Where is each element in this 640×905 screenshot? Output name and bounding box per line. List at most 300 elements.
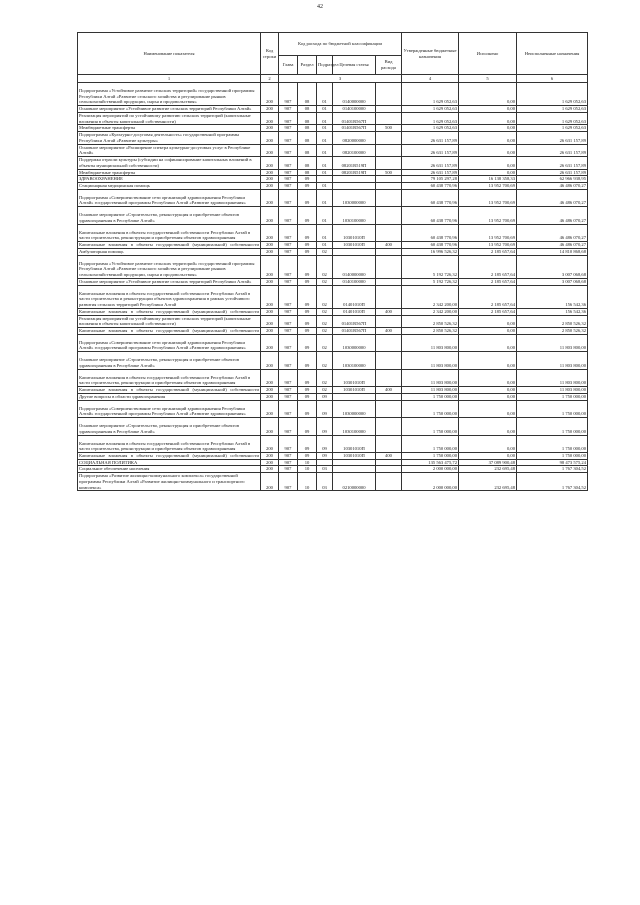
column-number: 5 bbox=[459, 75, 517, 83]
row-executed-amount: 2 185 657,64 bbox=[459, 278, 517, 285]
header-classification: Код расхода по бюджетной классификации bbox=[279, 33, 402, 56]
row-unexecuted-amount: 11 803 800,00 bbox=[517, 387, 588, 394]
row-chapter: 907 bbox=[279, 452, 298, 459]
row-unexecuted-amount: 46 486 070,27 bbox=[517, 207, 588, 224]
table-row bbox=[78, 207, 588, 224]
row-subsection: 01 bbox=[317, 189, 333, 206]
row-unexecuted-amount: 2 850 526,32 bbox=[517, 327, 588, 334]
table-row bbox=[78, 334, 588, 351]
row-expense-type bbox=[376, 248, 402, 255]
row-target-article bbox=[333, 176, 376, 183]
row-subsection: 01 bbox=[317, 132, 333, 144]
row-subsection: 02 bbox=[317, 315, 333, 327]
row-name: Капитальные вложения в объекты государственной (муниципальной) собственности bbox=[79, 452, 259, 458]
row-unexecuted-amount: 62 966 938,95 bbox=[517, 176, 588, 183]
row-unexecuted-amount: 156 542,36 bbox=[517, 308, 588, 315]
row-unexecuted-amount: 1 629 052,63 bbox=[517, 112, 588, 124]
row-target-article bbox=[333, 466, 376, 473]
row-code: 200 bbox=[261, 132, 279, 144]
row-executed-amount: 0,00 bbox=[459, 125, 517, 132]
row-name: Реализация мероприятий по устойчивому развитию сельских территорий (капитальные вложения в объекты капитальной собственности) bbox=[78, 315, 261, 327]
table-row bbox=[78, 176, 588, 183]
budget-execution-table bbox=[77, 32, 588, 491]
row-executed-amount: 0,00 bbox=[459, 106, 517, 113]
row-unexecuted-amount: 1 629 052,63 bbox=[517, 83, 588, 106]
row-target-article: 10301010П bbox=[333, 435, 376, 452]
row-section: 09 bbox=[298, 242, 317, 249]
row-approved-amount: 1 750 000,00 bbox=[402, 435, 459, 452]
row-section: 09 bbox=[298, 308, 317, 315]
row-chapter: 907 bbox=[279, 387, 298, 394]
row-expense-type bbox=[376, 132, 402, 144]
row-approved-amount: 11 803 800,00 bbox=[402, 334, 459, 351]
row-subsection: 01 bbox=[317, 183, 333, 190]
row-executed-amount: 232 695,48 bbox=[459, 473, 517, 491]
row-expense-type bbox=[376, 352, 402, 369]
row-chapter: 907 bbox=[279, 224, 298, 241]
row-name: Подпрограмма «Совершенствование сети организаций здравоохранения Республики Алтай» государственной программы Республики Алтай «Развитие здравоохранения» bbox=[78, 334, 261, 351]
row-approved-amount: 1 750 000,00 bbox=[402, 400, 459, 417]
row-subsection: 02 bbox=[317, 327, 333, 334]
row-code: 200 bbox=[261, 315, 279, 327]
row-approved-amount: 26 631 157,89 bbox=[402, 157, 459, 169]
row-approved-amount: 11 803 800,00 bbox=[402, 369, 459, 386]
row-executed-amount: 0,00 bbox=[459, 327, 517, 334]
row-approved-amount: 60 438 770,96 bbox=[402, 207, 459, 224]
row-target-article: 10301010П bbox=[333, 224, 376, 241]
row-approved-amount: 2 850 526,32 bbox=[402, 327, 459, 334]
table-row bbox=[78, 112, 588, 124]
row-executed-amount: 2 185 657,64 bbox=[459, 255, 517, 278]
row-name: Основное мероприятие «Строительство, реконструкция и приобретение объектов здравоохранения в Республике Алтай» bbox=[78, 418, 261, 435]
row-chapter: 907 bbox=[279, 176, 298, 183]
row-subsection: 03 bbox=[317, 473, 333, 491]
row-name: Капитальные вложения в объекты государственной собственности Республики Алтай в части строительства и реконструкции объектов здравоохранения в рамках устойчивого развития сельских территорий Республики Алтай bbox=[78, 285, 261, 308]
row-executed-amount: 2 185 657,64 bbox=[459, 285, 517, 308]
header-unexecuted: Неисполненные назначения bbox=[517, 33, 588, 75]
table-row bbox=[78, 144, 588, 156]
row-expense-type bbox=[376, 278, 402, 285]
row-subsection: 02 bbox=[317, 285, 333, 308]
header-approved: Утвержденные бюджетные назначения bbox=[402, 33, 459, 75]
table-row bbox=[78, 83, 588, 106]
row-section: 10 bbox=[298, 466, 317, 473]
row-code: 200 bbox=[261, 83, 279, 106]
table-row bbox=[78, 400, 588, 417]
row-expense-type bbox=[376, 435, 402, 452]
row-code: 200 bbox=[261, 334, 279, 351]
table-row bbox=[78, 352, 588, 369]
row-subsection: 09 bbox=[317, 418, 333, 435]
row-expense-type bbox=[376, 255, 402, 278]
row-section: 09 bbox=[298, 285, 317, 308]
row-section: 08 bbox=[298, 125, 317, 132]
row-target-article: 01401010П bbox=[333, 285, 376, 308]
row-approved-amount: 60 438 770,96 bbox=[402, 242, 459, 249]
row-approved-amount: 11 803 800,00 bbox=[402, 352, 459, 369]
row-code: 200 bbox=[261, 255, 279, 278]
row-subsection: 02 bbox=[317, 387, 333, 394]
row-subsection: 02 bbox=[317, 308, 333, 315]
row-executed-amount: 2 185 657,64 bbox=[459, 308, 517, 315]
row-code: 200 bbox=[261, 207, 279, 224]
row-expense-type bbox=[376, 183, 402, 190]
row-section: 09 bbox=[298, 248, 317, 255]
row-code: 200 bbox=[261, 400, 279, 417]
table-row bbox=[78, 183, 588, 190]
row-approved-amount: 26 631 157,89 bbox=[402, 169, 459, 176]
row-approved-amount: 60 438 770,96 bbox=[402, 183, 459, 190]
row-chapter: 907 bbox=[279, 435, 298, 452]
row-unexecuted-amount: 11 803 800,00 bbox=[517, 334, 588, 351]
row-unexecuted-amount: 26 631 157,89 bbox=[517, 157, 588, 169]
row-section: 09 bbox=[298, 369, 317, 386]
row-chapter: 907 bbox=[279, 334, 298, 351]
row-expense-type bbox=[376, 473, 402, 491]
row-subsection: 01 bbox=[317, 207, 333, 224]
row-unexecuted-amount: 46 486 070,27 bbox=[517, 189, 588, 206]
table-row bbox=[78, 242, 588, 249]
row-chapter: 907 bbox=[279, 418, 298, 435]
row-subsection: 01 bbox=[317, 83, 333, 106]
row-subsection: 02 bbox=[317, 248, 333, 255]
table-row bbox=[78, 189, 588, 206]
row-chapter: 907 bbox=[279, 183, 298, 190]
row-name: Капитальные вложения в объекты государственной (муниципальной) собственности bbox=[79, 387, 259, 393]
row-approved-amount: 1 750 000,00 bbox=[402, 393, 459, 400]
row-unexecuted-amount: 26 631 157,89 bbox=[517, 132, 588, 144]
row-expense-type bbox=[376, 144, 402, 156]
table-row bbox=[78, 418, 588, 435]
row-subsection: 01 bbox=[317, 157, 333, 169]
row-target-article: 0140100000 bbox=[333, 106, 376, 113]
row-section: 08 bbox=[298, 106, 317, 113]
row-section: 09 bbox=[298, 393, 317, 400]
row-unexecuted-amount: 26 631 157,89 bbox=[517, 144, 588, 156]
row-unexecuted-amount: 3 007 068,68 bbox=[517, 255, 588, 278]
row-name: Капитальные вложения в объекты государственной (муниципальной) собственности bbox=[79, 327, 259, 333]
row-code: 200 bbox=[261, 144, 279, 156]
row-expense-type bbox=[376, 285, 402, 308]
row-name: Амбулаторная помощь bbox=[78, 248, 261, 255]
row-approved-amount: 11 803 800,00 bbox=[402, 387, 459, 394]
row-name: СОЦИАЛЬНАЯ ПОЛИТИКА bbox=[78, 459, 261, 466]
row-chapter: 907 bbox=[279, 132, 298, 144]
row-target-article: 01401R567П bbox=[333, 315, 376, 327]
row-name: Капитальные вложения в объекты государственной (муниципальной) собственности bbox=[79, 308, 259, 314]
row-code: 200 bbox=[261, 176, 279, 183]
table-row bbox=[78, 452, 588, 459]
row-approved-amount: 1 629 052,63 bbox=[402, 106, 459, 113]
row-code: 200 bbox=[261, 169, 279, 176]
row-name: Капитальные вложения в объекты государственной собственности Республики Алтай в части строительства, реконструкции и приобретения объектов здравоохранения bbox=[78, 224, 261, 241]
row-target-article: 08201R519П bbox=[333, 157, 376, 169]
row-section: 08 bbox=[298, 83, 317, 106]
row-subsection: 09 bbox=[317, 452, 333, 459]
row-unexecuted-amount: 1 767 304,52 bbox=[517, 466, 588, 473]
header-chapter: Глава bbox=[279, 56, 298, 75]
row-executed-amount: 0,00 bbox=[459, 169, 517, 176]
row-code: 200 bbox=[261, 157, 279, 169]
table-row bbox=[78, 308, 588, 315]
row-unexecuted-amount: 26 631 157,89 bbox=[517, 169, 588, 176]
row-code: 200 bbox=[261, 278, 279, 285]
row-name: Основное мероприятие «Устойчивое развитие сельских территорий Республики Алтай» bbox=[78, 106, 261, 113]
row-code: 200 bbox=[261, 473, 279, 491]
row-unexecuted-amount: 1 750 000,00 bbox=[517, 400, 588, 417]
row-section: 09 bbox=[298, 189, 317, 206]
row-target-article: 10301010П bbox=[333, 387, 376, 394]
row-code: 200 bbox=[261, 387, 279, 394]
row-target-article: 01401R567П bbox=[333, 125, 376, 132]
row-target-article: 1030000000 bbox=[333, 189, 376, 206]
row-expense-type bbox=[376, 157, 402, 169]
row-name: Основное мероприятие «Устойчивое развитие сельских территорий Республики Алтай» bbox=[78, 278, 261, 285]
row-approved-amount: 135 563 475,72 bbox=[402, 459, 459, 466]
row-expense-type bbox=[376, 459, 402, 466]
row-approved-amount: 1 629 052,63 bbox=[402, 125, 459, 132]
row-executed-amount: 0,00 bbox=[459, 334, 517, 351]
row-chapter: 907 bbox=[279, 308, 298, 315]
row-target-article: 0140000000 bbox=[333, 83, 376, 106]
row-target-article: 10301010П bbox=[333, 452, 376, 459]
row-section: 09 bbox=[298, 176, 317, 183]
row-expense-type bbox=[376, 400, 402, 417]
row-chapter: 907 bbox=[279, 207, 298, 224]
row-name: Подпрограмма «Устойчивое развитие сельских территорий» государственной программы Республики Алтай «Развитие сельского хозяйства и регулирование рынков сельскохозяйственной продукции, сырья и продовольствия» bbox=[78, 255, 261, 278]
row-target-article: 01401010П bbox=[333, 308, 376, 315]
row-name: Капитальные вложения в объекты государственной собственности Республики Алтай в части строительства, реконструкции и приобретения объектов здравоохранения bbox=[78, 369, 261, 386]
row-unexecuted-amount: 1 750 000,00 bbox=[517, 418, 588, 435]
column-number: 6 bbox=[517, 75, 588, 83]
row-section: 09 bbox=[298, 400, 317, 417]
table-row bbox=[78, 132, 588, 144]
row-name: Капитальные вложения в объекты государственной собственности Республики Алтай в части строительства, реконструкции и приобретения объектов здравоохранения bbox=[78, 435, 261, 452]
row-subsection: 01 bbox=[317, 112, 333, 124]
row-subsection: 01 bbox=[317, 106, 333, 113]
row-target-article: 0210000000 bbox=[333, 473, 376, 491]
table-row bbox=[78, 255, 588, 278]
row-name: Реализация мероприятий по устойчивому развитию сельских территорий (капитальные вложения в объекты капитальной собственности) bbox=[78, 112, 261, 124]
row-section: 08 bbox=[298, 169, 317, 176]
row-chapter: 907 bbox=[279, 466, 298, 473]
row-code: 200 bbox=[261, 393, 279, 400]
row-section: 09 bbox=[298, 207, 317, 224]
table-row bbox=[78, 327, 588, 334]
row-unexecuted-amount: 1 629 052,63 bbox=[517, 106, 588, 113]
row-subsection bbox=[317, 176, 333, 183]
row-expense-type bbox=[376, 176, 402, 183]
row-subsection: 03 bbox=[317, 466, 333, 473]
row-chapter: 907 bbox=[279, 125, 298, 132]
row-subsection: 02 bbox=[317, 369, 333, 386]
row-unexecuted-amount: 1 750 000,00 bbox=[517, 393, 588, 400]
row-section: 09 bbox=[298, 435, 317, 452]
row-unexecuted-amount: 14 810 868,68 bbox=[517, 248, 588, 255]
row-approved-amount: 1 629 052,63 bbox=[402, 112, 459, 124]
row-section: 09 bbox=[298, 452, 317, 459]
row-section: 08 bbox=[298, 144, 317, 156]
row-code: 200 bbox=[261, 308, 279, 315]
row-subsection: 09 bbox=[317, 400, 333, 417]
row-target-article bbox=[333, 393, 376, 400]
table-row bbox=[78, 125, 588, 132]
column-number: 3 bbox=[279, 75, 402, 83]
row-approved-amount: 2 850 526,32 bbox=[402, 315, 459, 327]
row-expense-type bbox=[376, 393, 402, 400]
row-code: 200 bbox=[261, 224, 279, 241]
row-section: 09 bbox=[298, 278, 317, 285]
row-chapter: 907 bbox=[279, 157, 298, 169]
row-chapter: 907 bbox=[279, 459, 298, 466]
row-approved-amount: 5 192 726,32 bbox=[402, 255, 459, 278]
row-executed-amount: 16 138 358,33 bbox=[459, 176, 517, 183]
row-expense-type bbox=[376, 106, 402, 113]
row-expense-type bbox=[376, 418, 402, 435]
page-number: 42 bbox=[317, 4, 323, 10]
row-expense-type: 400 bbox=[376, 308, 402, 315]
row-chapter: 907 bbox=[279, 473, 298, 491]
row-expense-type: 400 bbox=[376, 242, 402, 249]
row-chapter: 907 bbox=[279, 369, 298, 386]
row-executed-amount: 0,00 bbox=[459, 418, 517, 435]
row-subsection: 01 bbox=[317, 224, 333, 241]
row-target-article: 01401R567П bbox=[333, 327, 376, 334]
row-target-article: 1030100000 bbox=[333, 207, 376, 224]
row-name: ЗДРАВООХРАНЕНИЕ bbox=[78, 176, 261, 183]
row-chapter: 907 bbox=[279, 255, 298, 278]
column-number: 4 bbox=[402, 75, 459, 83]
row-approved-amount: 1 750 000,00 bbox=[402, 452, 459, 459]
row-unexecuted-amount: 1 767 304,52 bbox=[517, 473, 588, 491]
header-subsection: Подраздел bbox=[317, 56, 333, 75]
row-expense-type: 400 bbox=[376, 387, 402, 394]
row-expense-type bbox=[376, 83, 402, 106]
row-executed-amount: 13 952 700,69 bbox=[459, 224, 517, 241]
row-chapter: 907 bbox=[279, 112, 298, 124]
header-code: Код строки bbox=[261, 33, 279, 75]
row-section: 09 bbox=[298, 327, 317, 334]
row-name: Другие вопросы в области здравоохранения bbox=[78, 393, 261, 400]
row-chapter: 907 bbox=[279, 285, 298, 308]
row-chapter: 907 bbox=[279, 189, 298, 206]
row-target-article: 08201R519П bbox=[333, 169, 376, 176]
row-code: 200 bbox=[261, 285, 279, 308]
row-target-article bbox=[333, 248, 376, 255]
row-target-article bbox=[333, 183, 376, 190]
row-name: Основное мероприятие «Строительство, реконструкция и приобретение объектов здравоохранения в Республике Алтай» bbox=[78, 352, 261, 369]
row-name: Поддержка отрасли культуры (субсидии на софинансирование капитальных вложений в объекты муниципальной собственности) bbox=[78, 157, 261, 169]
row-expense-type bbox=[376, 112, 402, 124]
row-chapter: 907 bbox=[279, 242, 298, 249]
table-row bbox=[78, 387, 588, 394]
row-executed-amount: 0,00 bbox=[459, 400, 517, 417]
row-code: 200 bbox=[261, 452, 279, 459]
row-target-article: 1030000000 bbox=[333, 334, 376, 351]
row-target-article: 0140000000 bbox=[333, 255, 376, 278]
row-section: 10 bbox=[298, 459, 317, 466]
row-section: 09 bbox=[298, 255, 317, 278]
row-code: 200 bbox=[261, 369, 279, 386]
row-approved-amount: 2 342 200,00 bbox=[402, 285, 459, 308]
row-chapter: 907 bbox=[279, 106, 298, 113]
row-code: 200 bbox=[261, 183, 279, 190]
row-unexecuted-amount: 1 750 000,00 bbox=[517, 435, 588, 452]
table-row bbox=[78, 278, 588, 285]
row-target-article: 0140100000 bbox=[333, 278, 376, 285]
header-target: Целевая статья bbox=[333, 56, 376, 75]
row-approved-amount: 60 438 770,96 bbox=[402, 189, 459, 206]
row-chapter: 907 bbox=[279, 327, 298, 334]
row-executed-amount: 0,00 bbox=[459, 112, 517, 124]
row-name: Подпрограмма «Совершенствование сети организаций здравоохранения Республики Алтай» государственной программы Республики Алтай «Развитие здравоохранения» bbox=[78, 189, 261, 206]
row-target-article: 1030000000 bbox=[333, 400, 376, 417]
row-name: Подпрограмма «Устойчивое развитие сельских территорий» государственной программы Республики Алтай «Развитие сельского хозяйства и регулирование рынков сельскохозяйственной продукции, сырья и продовольствия» bbox=[78, 83, 261, 106]
row-executed-amount: 0,00 bbox=[459, 387, 517, 394]
row-name: Капитальные вложения в объекты государственной (муниципальной) собственности bbox=[79, 242, 259, 248]
row-code: 200 bbox=[261, 106, 279, 113]
row-approved-amount: 5 192 726,32 bbox=[402, 278, 459, 285]
row-executed-amount: 13 952 700,69 bbox=[459, 207, 517, 224]
row-executed-amount: 13 952 700,69 bbox=[459, 183, 517, 190]
row-expense-type bbox=[376, 224, 402, 241]
row-executed-amount: 0,00 bbox=[459, 144, 517, 156]
row-executed-amount: 0,00 bbox=[459, 369, 517, 386]
row-section: 08 bbox=[298, 132, 317, 144]
row-executed-amount: 2 185 657,64 bbox=[459, 248, 517, 255]
row-executed-amount: 0,00 bbox=[459, 132, 517, 144]
row-section: 09 bbox=[298, 315, 317, 327]
row-executed-amount: 0,00 bbox=[459, 452, 517, 459]
table-row bbox=[78, 248, 588, 255]
table-row bbox=[78, 435, 588, 452]
row-code: 200 bbox=[261, 189, 279, 206]
row-name: Социальное обеспечение населения bbox=[78, 466, 261, 473]
row-name: Подпрограмма «Культурно-досуговая деятельность» государственной программы Республики Алтай «Развитие культуры» bbox=[78, 132, 261, 144]
row-expense-type: 500 bbox=[376, 125, 402, 132]
row-expense-type bbox=[376, 207, 402, 224]
row-executed-amount: 0,00 bbox=[459, 435, 517, 452]
row-section: 10 bbox=[298, 473, 317, 491]
row-subsection: 01 bbox=[317, 144, 333, 156]
row-unexecuted-amount: 11 803 800,00 bbox=[517, 369, 588, 386]
table-row bbox=[78, 106, 588, 113]
header-type: Вид расхода bbox=[376, 56, 402, 75]
table-row bbox=[78, 369, 588, 386]
row-executed-amount: 37 089 900,48 bbox=[459, 459, 517, 466]
row-approved-amount: 16 996 526,32 bbox=[402, 248, 459, 255]
row-approved-amount: 1 629 052,63 bbox=[402, 83, 459, 106]
row-section: 09 bbox=[298, 418, 317, 435]
row-unexecuted-amount: 46 486 070,27 bbox=[517, 183, 588, 190]
row-section: 09 bbox=[298, 352, 317, 369]
row-unexecuted-amount: 98 473 575,24 bbox=[517, 459, 588, 466]
row-subsection: 01 bbox=[317, 169, 333, 176]
row-target-article: 10301010П bbox=[333, 369, 376, 386]
row-subsection: 02 bbox=[317, 334, 333, 351]
table-row bbox=[78, 157, 588, 169]
row-section: 09 bbox=[298, 224, 317, 241]
row-name: Межбюджетные трансферты bbox=[78, 125, 261, 132]
row-approved-amount: 2 000 000,00 bbox=[402, 473, 459, 491]
row-code: 200 bbox=[261, 327, 279, 334]
row-chapter: 907 bbox=[279, 169, 298, 176]
row-name: Стационарная медицинская помощь bbox=[78, 183, 261, 190]
row-code: 200 bbox=[261, 459, 279, 466]
row-code: 200 bbox=[261, 466, 279, 473]
row-section: 08 bbox=[298, 112, 317, 124]
row-code: 200 bbox=[261, 418, 279, 435]
